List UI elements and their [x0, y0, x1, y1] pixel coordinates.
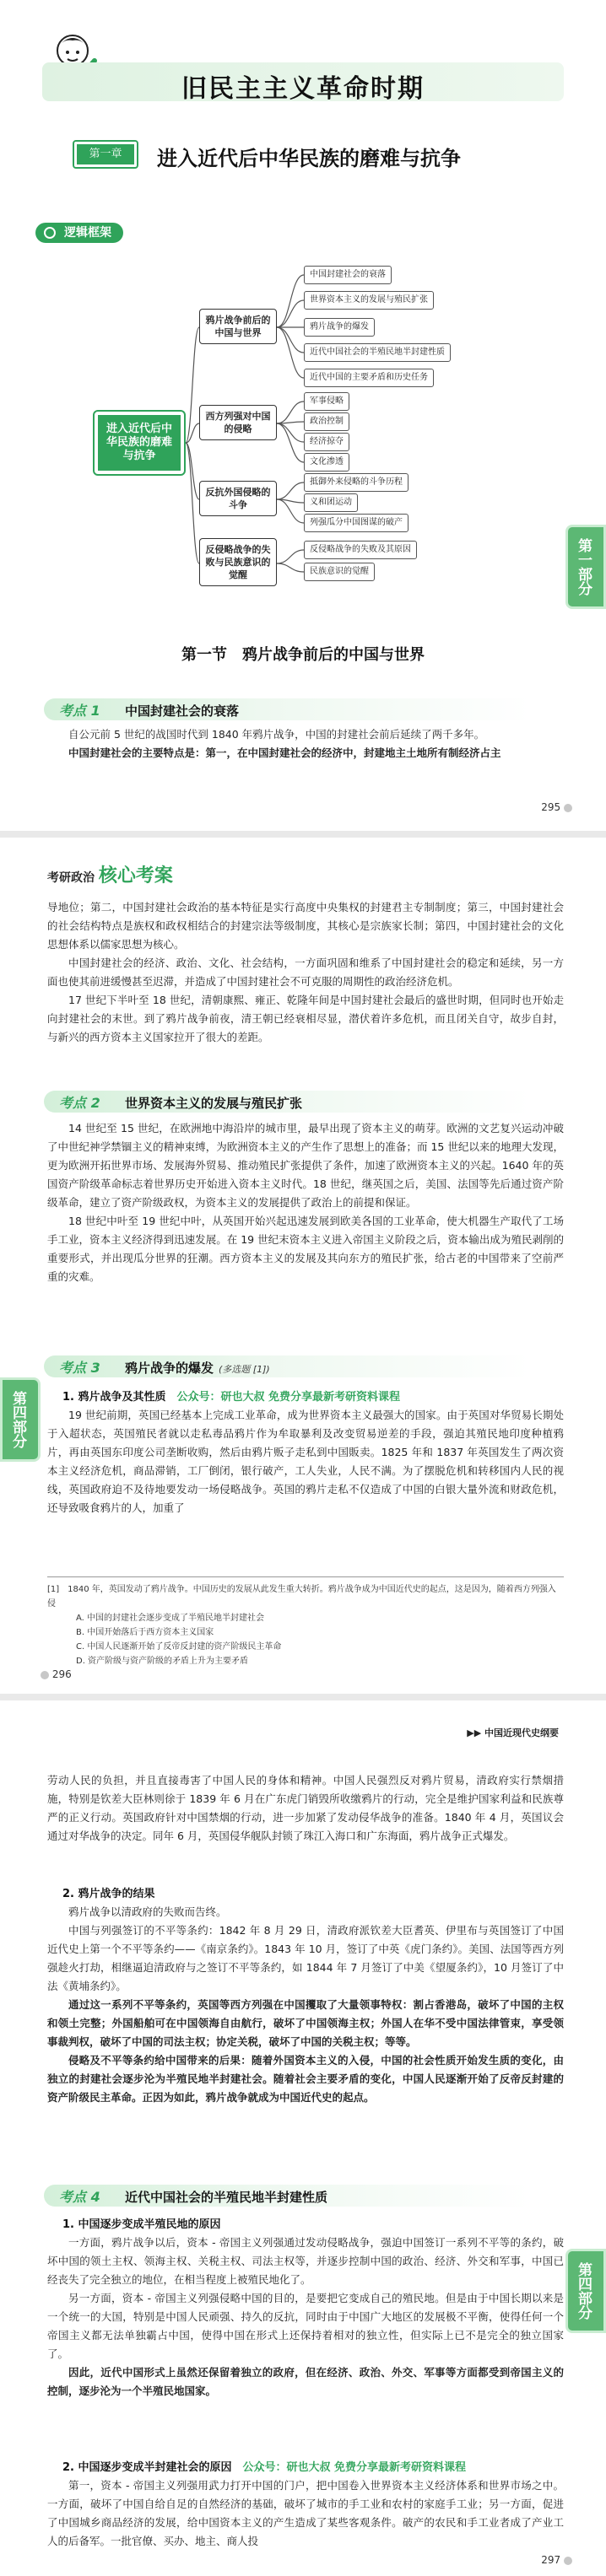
- page-number: [541, 801, 572, 813]
- subheading-text: 1. 鸦片战争及其性质: [62, 1391, 166, 1404]
- paragraph: 14 世纪至 15 世纪，在欧洲地中海沿岸的城市里，最早出现了资本主义的萌芽。欧洲的文艺复兴运动冲破了中世纪神学禁锢主义的精神束缚，为欧洲资本主义的产生作了思想上的准备；而 15 世纪以来的地理大发现，更为欧洲开拓世界市场、发展海外贸易、推动殖民扩张提供了条件，加速了欧洲资本主义的兴起。1640 年的英国资产阶级革命标志着世界历史开始进入资本主义时代。18 世纪，继英国之后，美国、法国等先后通过资产阶级革命，建立了资产阶级政权，为资本主义的发展提供了政治上的前提和保证。: [47, 1122, 564, 1209]
- footnote-option: A. 中国的封建社会逐步变成了半殖民地半封建社会: [76, 1614, 265, 1623]
- page-number: [541, 2554, 572, 2566]
- page-297: [0, 1700, 606, 2576]
- paragraph: 通过这一系列不平等条约，英国等西方列强在中国攫取了大量领事特权：割占香港岛，破坏了中国的主权和领土完整；外国船舶可在中国领海自由航行，破坏了中国领海主权；外国人在华不受中国法律管束，享受领事裁判权，破坏了中国的司法主权；协定关税，破坏了中国的关税主权；等等。: [47, 1998, 564, 2048]
- mindmap-leaf: 鸦片战争的爆发: [304, 318, 375, 337]
- body-text: [47, 725, 564, 763]
- mindmap-branch-2: 西方列强对中国的侵略: [199, 405, 277, 440]
- mindmap-connectors: [0, 0, 606, 590]
- footnote-option: C. 中国人民逐渐开始了反帝反封建的资产阶级民主革命: [76, 1642, 282, 1652]
- mindmap-leaf: 文化渗透: [304, 453, 349, 472]
- part-title: 旧民主主义革命时期: [181, 74, 425, 104]
- footnote: [47, 1576, 564, 1668]
- body-text: [47, 2234, 564, 2401]
- body-text: [47, 1406, 564, 1517]
- subheading: [62, 1388, 400, 1404]
- mindmap-leaf: 军事侵略: [304, 392, 349, 411]
- mindmap-root-label: 进入近代后中华民族的磨难与抗争: [98, 415, 181, 471]
- page-number-text: 295: [541, 801, 561, 813]
- paragraph: 劳动人民的负担，并且直接毒害了中国人民的身体和精神。中国人民强烈反对鸦片贸易，清政府实行禁烟措施，特别是钦差大臣林则徐于 1839 年 6 月在广东虎门销毁所收缴鸦片的行动，完全是维护国家利益和民族尊严的正义行动。英国政府针对中国禁烟的行动，进一步加紧了发动侵华战争的准备。1840 年 4 月，英国议会通过对华战争的决定。同年 6 月，英国侵华舰队封锁了珠江入海口和广东海面，鸦片战争正式爆发。: [47, 1774, 564, 1842]
- side-tab-part: 第一部分: [565, 525, 606, 609]
- subheading: [62, 2458, 466, 2474]
- mindmap-leaf: 民族意识的觉醒: [304, 563, 375, 581]
- page-dot-icon: [41, 1671, 49, 1679]
- paragraph: 鸦片战争以清政府的失败而告终。: [68, 1905, 227, 1918]
- key-point-number: 考点 1: [59, 703, 100, 719]
- paragraph: 19 世纪前期，英国已经基本上完成工业革命，成为世界资本主义最强大的国家。由于英国对华贸易长期处于入超状态，英国殖民者就以走私毒品鸦片作为牟取暴利及改变贸易逆差的手段，强迫其殖民地印度种植鸦片，再由英国东印度公司垄断收购，然后由鸦片贩子走私到中国販卖。1825 年和 1837 年英国发生了两次资本主义经济危机，商品滞销，工厂倒闭，银行破产，工人失业，人民不满。为了摆脱危机和转移国内人民的视线，英国政府迫不及待地要发动一场侵略战争。英国的鸦片走私不仅造成了中国的白银大量外流和财政危机，还导致吸食鸦片的人，加重了: [47, 1409, 564, 1514]
- promo-note: 公众号：研也大叔 免费分享最新考研资料课程: [242, 2461, 467, 2474]
- key-point-title: 世界资本主义的发展与殖民扩张: [125, 1096, 303, 1111]
- page-number-text: 296: [51, 1668, 72, 1680]
- chapter-title: 进入近代后中华民族的磨难与抗争: [157, 147, 461, 170]
- running-header: [47, 861, 173, 887]
- chapter-badge-label: 第一章: [77, 144, 134, 164]
- side-tab-part: 第四部分: [565, 2249, 606, 2333]
- promo-note: 公众号：研也大叔 免费分享最新考研资料课程: [176, 1391, 401, 1404]
- paragraph: 中国与列强签订的不平等条约：1842 年 8 月 29 日，清政府派钦差大臣耆英、伊里布与英国签订了中国近代史上第一个不平等条约——《南京条约》。1843 年 10 月，签订了中英《虎门条约》。美国、法国等西方列强趁火打劫，相继逼迫清政府与之签订不平等条约，如 1844 年 7 月签订了中美《望厦条约》，10 月签订了中法《黄埔条约》。: [47, 1924, 564, 1992]
- paragraph: 侵略及不平等条约给中国带来的后果：随着外国资本主义的入侵，中国的社会性质开始发生质的变化，由独立的封建社会逐步沦为半殖民地半封建社会。随着社会主要矛盾的变化，中国人民逐渐开始了反帝反封建的资产阶级民主革命。正因为如此，鸦片战争就成为中国近代史的起点。: [47, 2054, 564, 2104]
- mindmap-leaf: 近代中国的主要矛盾和历史任务: [304, 369, 434, 387]
- mindmap-root: [93, 410, 186, 476]
- subheading: 1. 中国逐步变成半殖民地的原因: [62, 2218, 221, 2231]
- page-dot-icon: [564, 804, 572, 812]
- key-point-title: 中国封建社会的衰落: [125, 703, 240, 719]
- mindmap-leaf: 政治控制: [304, 412, 349, 431]
- paragraph: 自公元前 5 世纪的战国时代到 1840 年鸦片战争，中国的封建社会前后延续了两千多年。: [68, 728, 485, 741]
- mindmap-leaf: 世界资本主义的发展与殖民扩张: [304, 291, 434, 310]
- key-point-3: [44, 1355, 584, 1377]
- key-point-2: [44, 1091, 584, 1113]
- body-text: [47, 1119, 564, 1286]
- running-header: ▶▶ 中国近现代史纲要: [467, 1727, 559, 1738]
- page-dot-icon: [564, 2557, 572, 2565]
- mindmap-leaf: 经济掠夺: [304, 433, 349, 451]
- body-text: [47, 898, 564, 1047]
- paragraph: 第一，资本 - 帝国主义列强用武力打开中国的门户，把中国卷入世界资本主义经济体系和世界市场之中。一方面，破坏了中国自给自足的自然经济的基础，破坏了城市的手工业和农村的家庭手工业；另一方面，促进了中国城乡商品经济的发展，给中国资本主义的产生造成了某些客观条件。破产的农民和手工业者成了产业工人的后备军。一批官僚、买办、地主、商人投: [47, 2479, 564, 2547]
- paragraph: 另一方面，资本 - 帝国主义列强侵略中国的目的，是要把它变成自己的殖民地。但是由于中国长期以来是一个统一的大国，特别是中国人民顽强、持久的反抗，同时由于中国广大地区的发展极不平衡，使得任何一个帝国主义都无法单独霸占中国，使得中国在形式上还保持着相对的独立性，但实际上已不是完全的独立国家了。: [47, 2292, 564, 2360]
- section-title: 第一节 鸦片战争前后的中国与世界: [181, 646, 425, 664]
- mindmap-branch-4: 反侵略战争的失败与民族意识的觉醒: [199, 538, 277, 586]
- running-header-title: 核心考案: [98, 865, 173, 887]
- key-point-title-text: 鸦片战争的爆发: [125, 1361, 214, 1376]
- question-type-note: (多选题 [1]): [219, 1364, 270, 1375]
- mindmap-leaf: 抵御外来侵略的斗争历程: [304, 473, 409, 492]
- page-number-text: 297: [541, 2554, 561, 2566]
- body-text: [47, 1771, 564, 1846]
- mindmap-branch-3: 反抗外国侵略的斗争: [199, 481, 277, 516]
- key-point-number: 考点 2: [59, 1095, 100, 1111]
- paragraph: 17 世纪下半叶至 18 世纪，清朝康熙、雍正、乾隆年间是中国封建社会最后的盛世时期，但同时也开始走向封建社会的末世。到了鸦片战争前夜，清王朝已经衰相尽显，潜伏着许多危机，而且闭关自守，故步自封，与新兴的西方资本主义国家拉开了很大的差距。: [47, 994, 564, 1043]
- mindmap-leaf: 列强瓜分中国图谋的破产: [304, 514, 409, 532]
- mindmap-leaf: 义和团运动: [304, 493, 358, 512]
- key-point-4: [44, 2185, 584, 2207]
- key-point-1: [44, 698, 584, 720]
- footnote-option: D. 资产阶级与资产阶级的矛盾上升为主要矛盾: [76, 1657, 249, 1666]
- page-295: [0, 0, 606, 831]
- key-point-number: 考点 4: [59, 2189, 100, 2205]
- footnote-option: B. 中国开始落后于西方资本主义国家: [76, 1628, 214, 1637]
- key-point-title: 近代中国社会的半殖民地半封建性质: [125, 2190, 328, 2205]
- page-296: [0, 838, 606, 1694]
- paragraph: 中国封建社会的经济、政治、文化、社会结构，一方面巩固和维系了中国封建社会的稳定和延续，另一方面也使其前进缓慢甚至迟滞，并造成了中国封建社会不可克服的周期性的政治经济危机。: [47, 957, 564, 988]
- key-point-title: [125, 1359, 270, 1377]
- page-number: [41, 1668, 72, 1680]
- mindmap-leaf: 近代中国社会的半殖民地半封建性质: [304, 343, 451, 362]
- logic-tag-label: 逻辑框架: [64, 226, 111, 240]
- footnote-question: [1] 1840 年，英国发动了鸦片战争。中国历史的发展从此发生重大转折。鸦片战争成为中国近代史的起点，这是因为，随着西方列强入侵: [47, 1585, 556, 1609]
- body-text: [47, 1903, 564, 2107]
- subheading-text: 2. 中国逐步变成半封建社会的原因: [62, 2461, 232, 2474]
- mindmap-leaf: 反侵略战争的失败及其原因: [304, 541, 417, 559]
- mindmap-branch-1: 鸦片战争前后的中国与世界: [199, 309, 277, 344]
- running-header-left: 考研政治: [47, 871, 95, 885]
- paragraph: 一方面，鸦片战争以后，资本 - 帝国主义列强通过发动侵略战争，强迫中国签订一系列不平等的条约，破坏中国的领土主权、领海主权、关税主权、司法主权等，并逐步控制中国的政治、经济、外交和军事，中国已经丧失了完全独立的地位，在相当程度上被殖民地化了。: [47, 2236, 564, 2286]
- mindmap-leaf: 中国封建社会的衰落: [304, 266, 392, 284]
- key-point-number: 考点 3: [59, 1360, 100, 1376]
- subheading: 2. 鸦片战争的结果: [62, 1888, 155, 1900]
- body-text: [47, 2476, 564, 2551]
- paragraph: 因此，近代中国形式上虽然还保留着独立的政府，但在经济、政治、外交、军事等方面都受到帝国主义的控制，逐步沦为一个半殖民地国家。: [47, 2366, 564, 2397]
- paragraph: 中国封建社会的主要特点是：第一，在中国封建社会的经济中，封建地主土地所有制经济占主: [68, 746, 501, 759]
- paragraph: 导地位；第二，中国封建社会政治的基本特征是实行高度中央集权的封建君主专制制度；第三，中国封建社会的社会结构特点是族权和政权相结合的封建宗法等级制度，其核心是宗族家长制；第四，中国封建社会的文化思想体系以儒家思想为核心。: [47, 901, 564, 951]
- side-tab-part: 第四部分: [0, 1377, 41, 1462]
- paragraph: 18 世纪中叶至 19 世纪中叶，从英国开始兴起迅速发展到欧美各国的工业革命，使大机器生产取代了工场手工业，资本主义经济得到迅速发展。在 19 世纪末资本主义进入帝国主义阶段之后，资本输出成为殖民剥削的重要形式，并出现瓜分世界的狂潮。西方资本主义的发展及其向东方的殖民扩张，给古老的中国带来了空前严重的灾难。: [47, 1215, 564, 1283]
